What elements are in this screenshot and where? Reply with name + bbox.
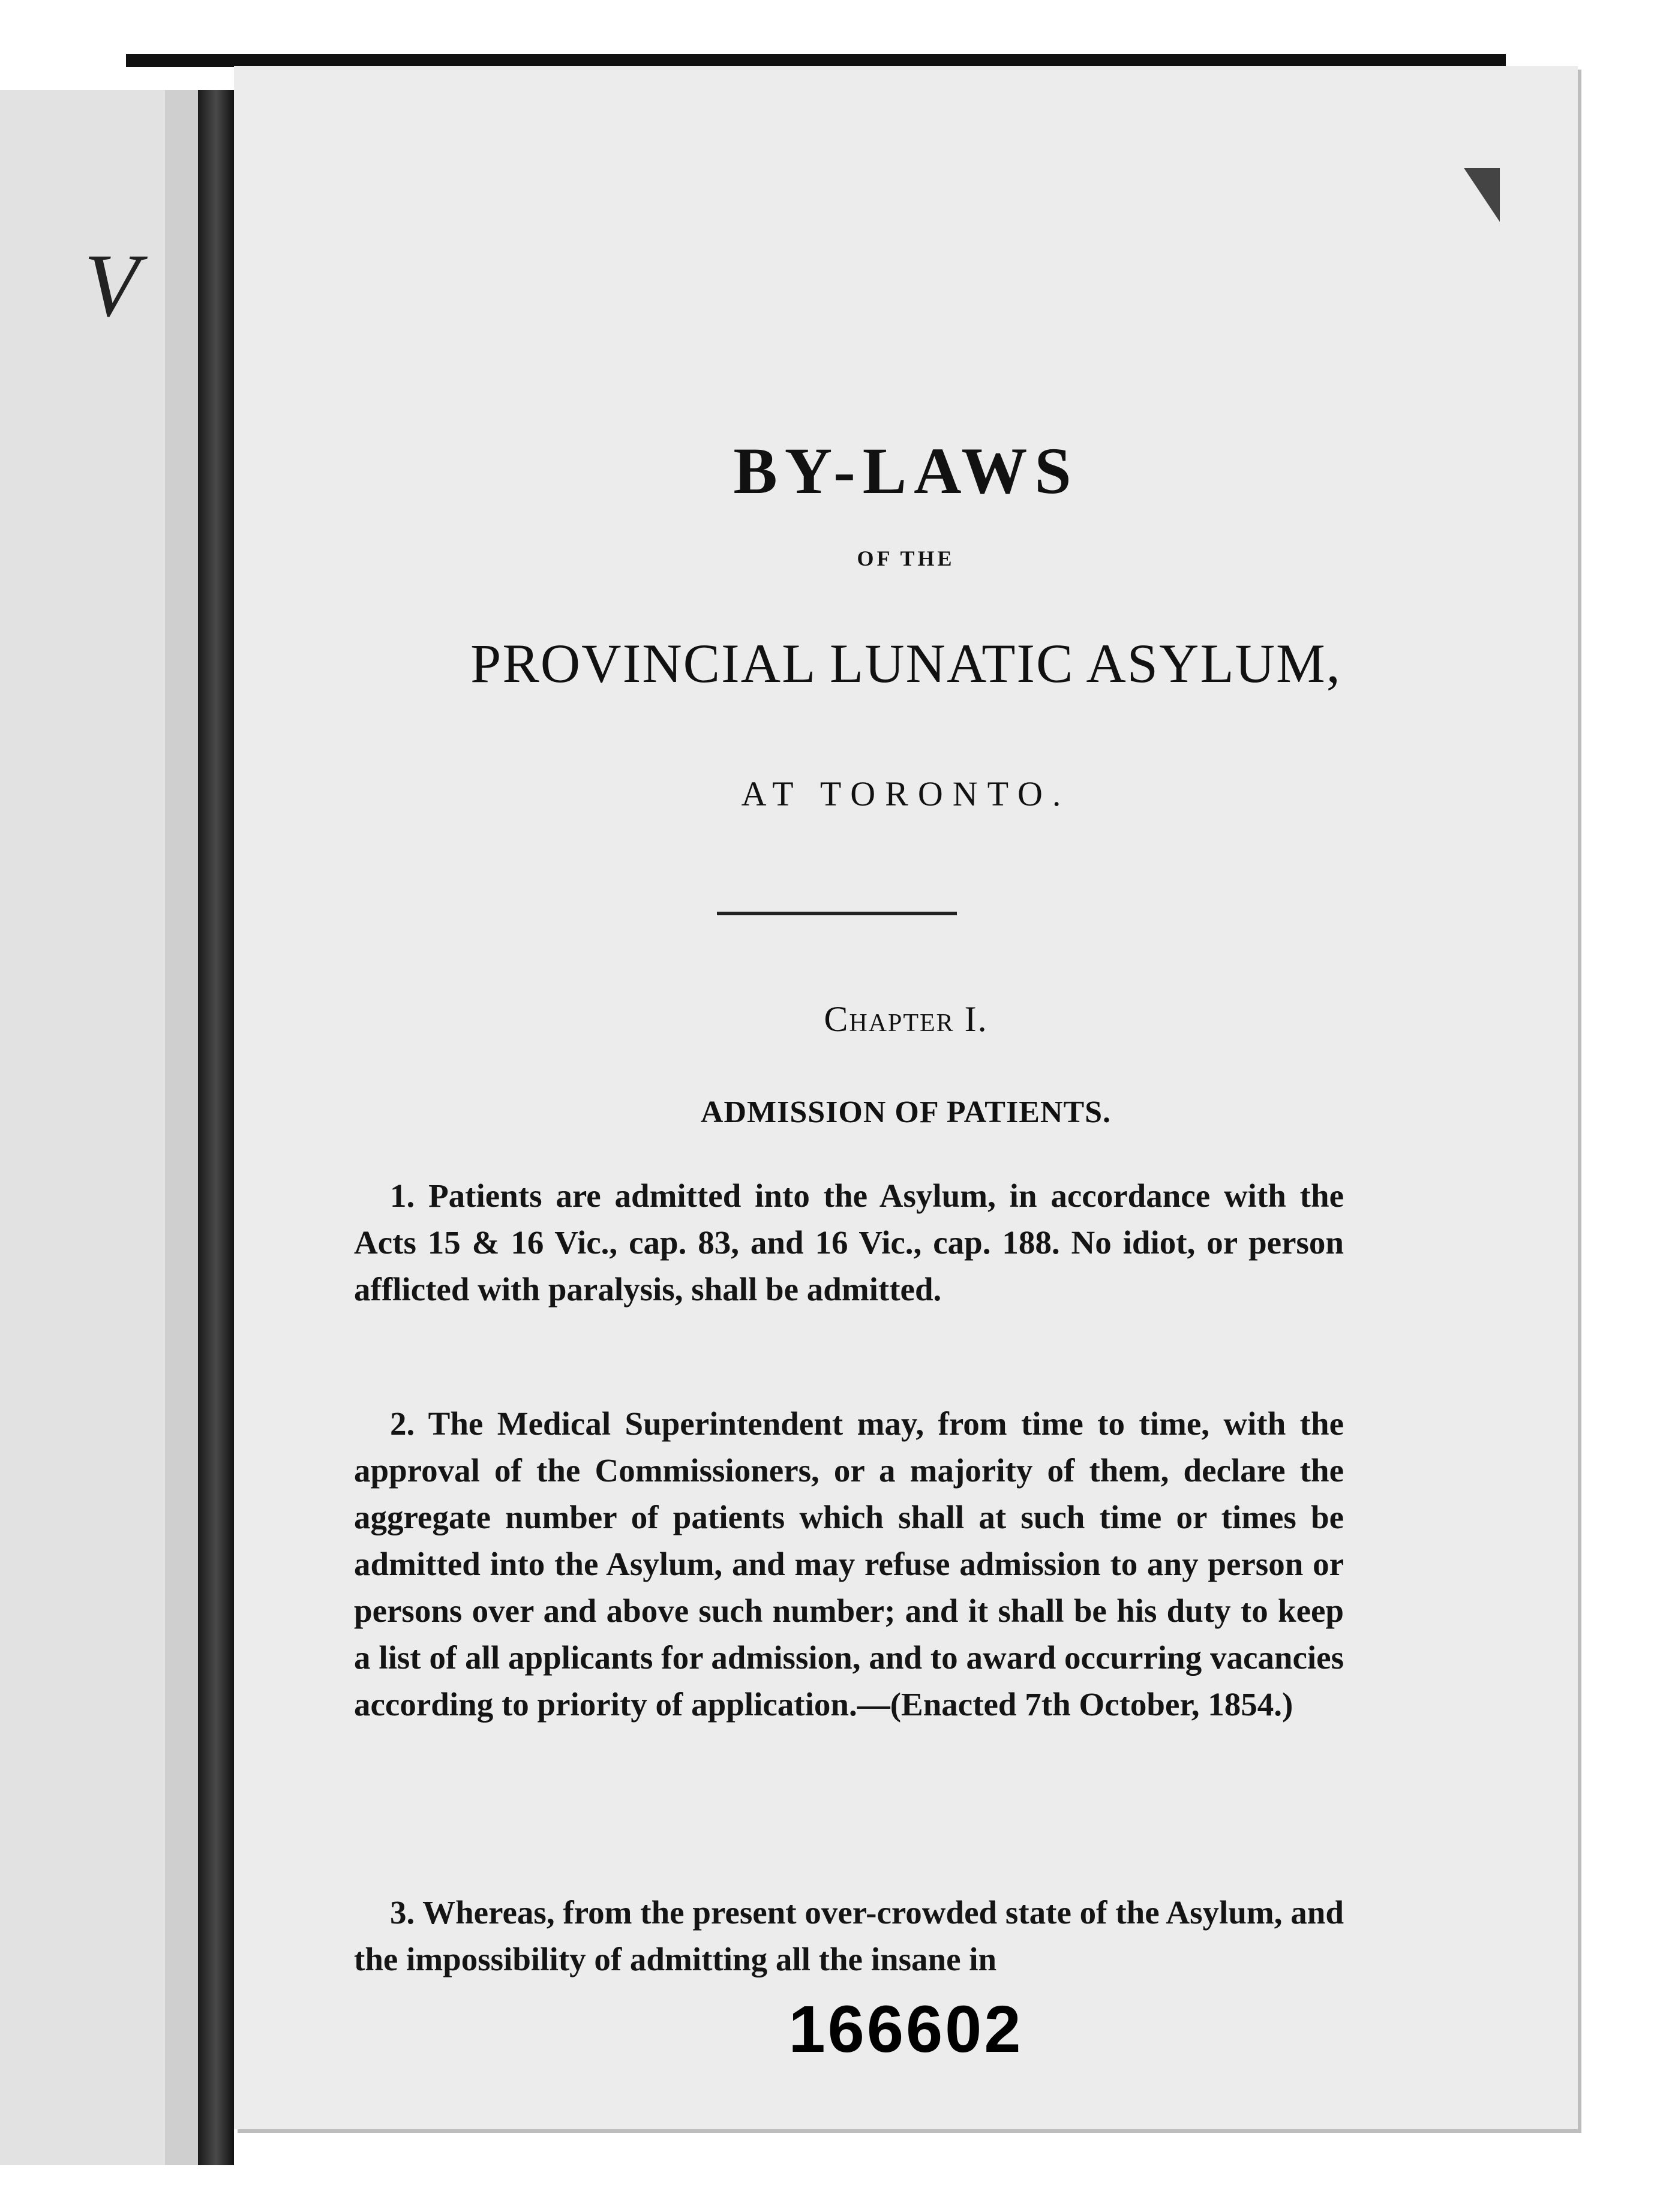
- accession-stamp: 166602: [788, 1992, 1023, 2066]
- document-title: BY-LAWS: [733, 434, 1079, 507]
- top-frame-edge: [126, 54, 1506, 67]
- place-name: AT TORONTO.: [741, 774, 1071, 813]
- handwritten-mark: V: [84, 236, 139, 335]
- folded-corner: [1464, 168, 1500, 222]
- page-edge-strip: [165, 90, 198, 2165]
- paragraph-1: 1. Patients are admitted into the Asylum, in accordance with the Acts 15 & 16 Vic., cap. 83, and 16 Vic., cap. 188. No idiot, or person afflicted with paralysis, shall be admitted.: [354, 1177, 1344, 1308]
- section-heading: ADMISSION OF PATIENTS.: [700, 1095, 1112, 1129]
- paragraph-2: 2. The Medical Superintendent may, from time to time, with the approval of the Commissioners, or a majority of them, declare the aggregate number of patients which shall at such time or times be admitted into the Asylum, and may refuse admission to any person or persons over and above such number; and it shall be his duty to keep a list of all applicants for admission, and to award occurring vacancies according to priority of application.—(Enacted 7th October, 1854.): [354, 1405, 1344, 1723]
- institution-name: PROVINCIAL LUNATIC ASYLUM,: [470, 633, 1341, 694]
- chapter-heading: Chapter I.: [824, 999, 988, 1039]
- document-page: [234, 66, 1578, 2129]
- divider-rule: [717, 912, 957, 915]
- subtitle-of-the: OF THE: [857, 546, 955, 570]
- book-spine: [198, 90, 234, 2165]
- paragraph-3: 3. Whereas, from the present over-crowded state of the Asylum, and the impossibility of admitting all the insane in: [354, 1894, 1344, 1977]
